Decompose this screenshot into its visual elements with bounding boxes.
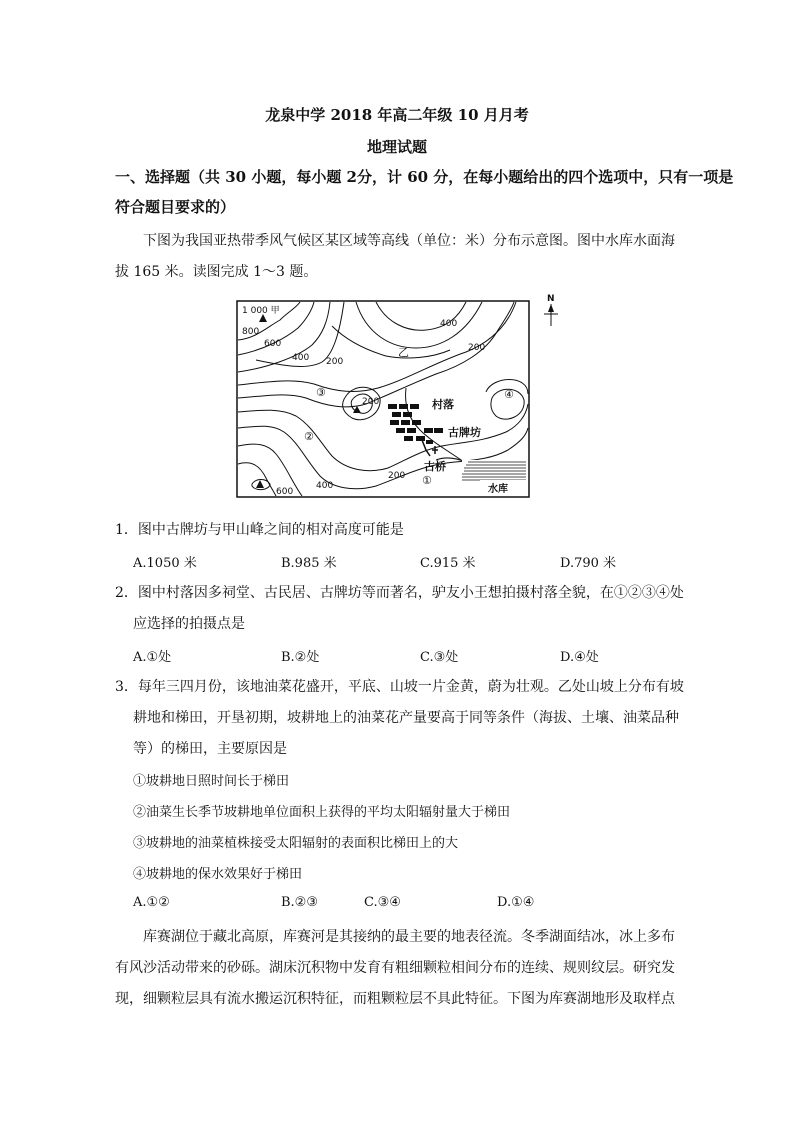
label-reservoir: 水库 — [488, 484, 508, 495]
intro1-line1: 下图为我国亚热带季风气候区某区域等高线（单位：米）分布示意图。图中水库水面海 — [143, 233, 675, 249]
label-200-right: 200 — [468, 343, 486, 353]
q3-statement-1: ①坡耕地日照时间长于梯田 — [133, 774, 290, 789]
label-point-4: ④ — [504, 388, 514, 401]
exam-subtitle: 地理试题 — [366, 138, 427, 156]
q3-statement-4: ④坡耕地的保水效果好于梯田 — [133, 867, 303, 882]
label-village: 村落 — [432, 398, 454, 411]
contour-map — [236, 300, 530, 498]
intro2-line2: 有风沙活动带来的砂砾。湖床沉积物中发育有粗细颗粒相间分布的连续、规则纹层。研究发 — [115, 960, 675, 976]
q1-option-c: C.915 米 — [420, 556, 476, 571]
q1-option-d: D.790 米 — [560, 556, 617, 571]
label-yi: 乙 — [398, 346, 409, 359]
label-800: 800 — [242, 327, 260, 337]
label-point-2: ② — [304, 430, 314, 443]
q2-stem-line2: 应选择的拍摄点是 — [133, 616, 245, 632]
label-400-left: 400 — [292, 353, 310, 363]
label-200-mid: 200 — [326, 357, 344, 367]
q1-option-a: A.1050 米 — [133, 556, 197, 571]
intro2-line3: 现，细颗粒层具有流水搬运沉积特征，而粗颗粒层不具此特征。下图为库赛湖地形及取样点 — [115, 991, 675, 1007]
q1-stem: 1．图中古牌坊与甲山峰之间的相对高度可能是 — [115, 522, 404, 538]
q3-stem-line1: 3．每年三四月份，该地油菜花盛开，平底、山坡一片金黄，蔚为壮观。乙处山坡上分布有坡 — [115, 679, 684, 695]
q3-statement-3: ③坡耕地的油菜植株接受太阳辐射的表面积比梯田上的大 — [133, 836, 459, 851]
label-arch: 古牌坊 — [448, 426, 481, 439]
q1-option-b: B.985 米 — [281, 556, 337, 571]
north-label: N — [547, 294, 555, 304]
q3-option-d: D.①④ — [497, 895, 535, 910]
section-heading-line1: 一、选择题（共 30 小题，每小题 2分，计 60 分，在每小题给出的四个选项中，只有一项是 — [115, 168, 734, 186]
label-point-3: ③ — [316, 386, 326, 399]
q2-option-b: B.②处 — [281, 650, 320, 665]
section-heading-line2: 符合题目要求的） — [115, 198, 236, 216]
label-point-1: ① — [422, 474, 432, 487]
label-400-bottom: 400 — [316, 481, 334, 491]
exam-title: 龙泉中学 2018 年高二年级 10 月月考 — [265, 106, 529, 124]
q3-option-b: B.②③ — [281, 895, 318, 910]
label-400-top: 400 — [440, 319, 458, 329]
q3-statement-2: ②油菜生长季节坡耕地单位面积上获得的平均太阳辐射量大于梯田 — [133, 805, 511, 820]
label-peak-jia: 1 000 甲 — [242, 306, 280, 316]
label-600-bottom: 600 — [276, 487, 294, 497]
intro2-line1: 库赛湖位于藏北高原，库赛河是其接纳的最主要的地表径流。冬季湖面结冰，冰上多布 — [143, 929, 675, 945]
q3-stem-line3: 等）的梯田，主要原因是 — [133, 741, 287, 757]
q3-option-a: A.①② — [133, 895, 170, 910]
label-600-top: 600 — [264, 339, 282, 349]
north-arrow — [539, 292, 563, 328]
label-hill-200: 200 — [362, 397, 380, 407]
q2-option-d: D.④处 — [560, 650, 599, 665]
label-bridge: 古桥 — [424, 460, 446, 473]
q2-option-c: C.③处 — [420, 650, 459, 665]
q3-stem-line2: 耕地和梯田，开垦初期，坡耕地上的油菜花产量要高于同等条件（海拔、土壤、油菜品种 — [133, 710, 679, 726]
q3-option-c: C.③④ — [364, 895, 401, 910]
label-200-bottom: 200 — [388, 471, 406, 481]
q2-option-a: A.①处 — [133, 650, 172, 665]
intro1-line2: 拔 165 米。读图完成 1～3 题。 — [115, 264, 318, 280]
q2-stem-line1: 2．图中村落因多祠堂、古民居、古牌坊等而著名，驴友小王想拍摄村落全貌，在①②③④处 — [115, 585, 684, 601]
